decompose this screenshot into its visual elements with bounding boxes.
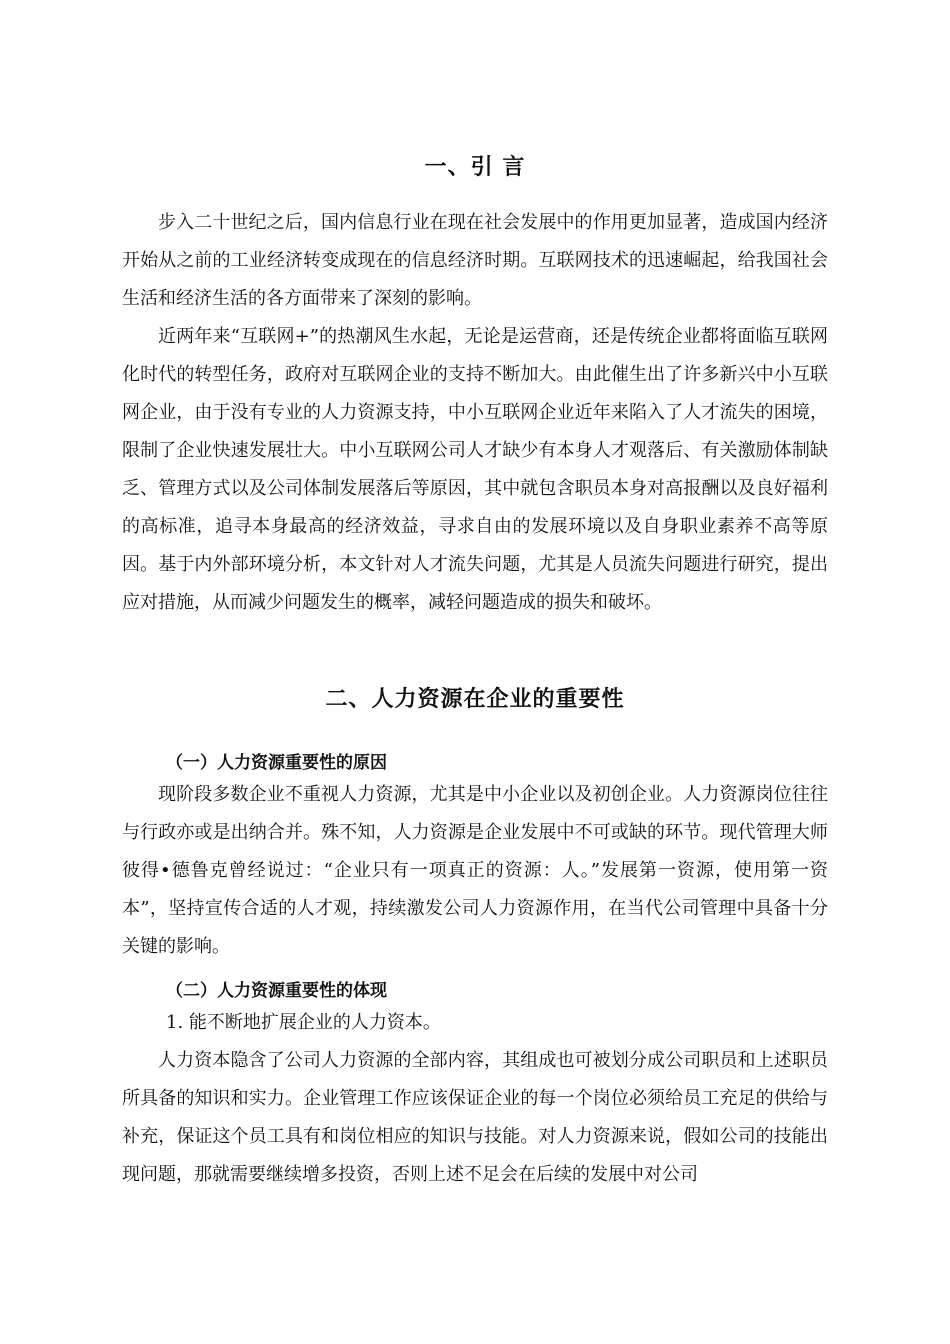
section-1-paragraph-1: 步入二十世纪之后，国内信息行业在现在社会发展中的作用更加显著，造成国内经济开始从之前的工业经济转变成现在的信息经济时期。互联网技术的迅速崛起，给我国社会生活和经济生活的各方面带来了深刻的影响。 xyxy=(122,212,828,309)
section-1-title: 一、引 言 xyxy=(424,155,526,180)
section-1-paragraph-2: 近两年来“互联网+”的热潮风生水起，无论是运营商，还是传统企业都将面临互联网化时代的转型任务，政府对互联网企业的支持不断加大。由此催生出了许多新兴中小互联网企业，由于没有专业的人力资源支持，中小互联网企业近年来陷入了人才流失的困境，限制了企业快速发展壮大。中小互联网公司人才缺少有本身人才观落后、有关激励体制缺乏、管理方式以及公司体制发展落后等原因，其中就包含职员本身对高报酬以及良好福利的高标准，追寻本身最高的经济效益，寻求自由的发展环境以及自身职业素养不高等原因。基于内外部环境分析，本文针对人才流失问题，尤其是人员流失问题进行研究，提出应对措施，从而减少问题发生的概率，减轻问题造成的损失和破坏。 xyxy=(122,326,828,613)
section-2-title: 二、人力资源在企业的重要性 xyxy=(325,687,625,712)
subsection-2-1-title: （一）人力资源重要性的原因 xyxy=(166,753,387,773)
list-item-1: 1. 能不断地扩展企业的人力资本。 xyxy=(166,1012,441,1033)
subsection-2-1-paragraph: 现阶段多数企业不重视人力资源，尤其是中小企业以及初创企业。人力资源岗位往往与行政亦或是出纳合并。殊不知，人力资源是企业发展中不可或缺的环节。现代管理大师彼得•德鲁克曾经说过：“企业只有一项真正的资源：人。”发展第一资源，使用第一资本”，坚持宣传合适的人才观，持续激发公司人力资源作用，在当代公司管理中具备十分关键的影响。 xyxy=(122,784,828,957)
subsection-2-2-paragraph: 人力资本隐含了公司人力资源的全部内容，其组成也可被划分成公司职员和上述职员所具备的知识和实力。企业管理工作应该保证企业的每一个岗位必须给员工充足的供给与补充，保证这个员工具有和岗位相应的知识与技能。对人力资源来说，假如公司的技能出现问题，那就需要继续增多投资，否则上述不足会在后续的发展中对公司 xyxy=(122,1050,828,1185)
subsection-2-2-title: （二）人力资源重要性的体现 xyxy=(166,981,387,1001)
